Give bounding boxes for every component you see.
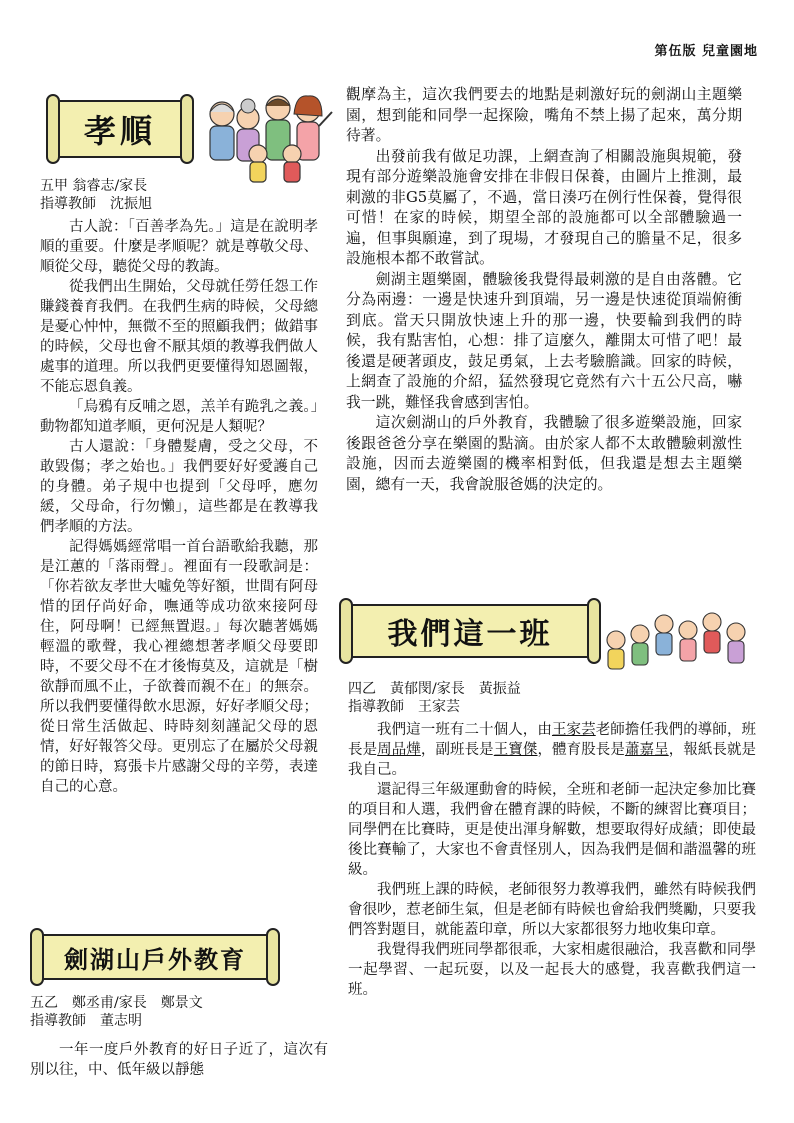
paragraph: 這次劍湖山的戶外教育，我體驗了很多遊樂設施，回家後跟爸爸分享在樂園的點滴。由於家人都不太敢體驗刺激性設施，因而去遊樂園的機率相對低，但我還是想去主題樂園，總有一天，我會說服爸媽的決定的。 — [346, 414, 742, 493]
article-title-banner-outdoor-education — [36, 934, 274, 980]
page-header: 第伍版 兒童園地 — [654, 44, 758, 59]
article-title: 我們這一班 — [387, 617, 553, 652]
family-illustration — [200, 92, 335, 184]
paragraph: 我覺得我們班同學都很乖，大家相處很融洽，我喜歡和同學一起學習、一起玩耍，以及一起長大的感覺，我喜歡我們這一班。 — [348, 942, 756, 998]
article-title-banner-filial-piety — [52, 100, 188, 158]
paragraph: 我們班上課的時候，老師很努力教導我們，雖然有時候我們會很吵，惹老師生氣，但是老師有時候也會給我們獎勵，只要我們答對題目，就能蓋印章，所以大家都很努力地收集印章。 — [348, 882, 756, 938]
article-body-outdoor-education-continued — [346, 85, 742, 495]
children-illustration — [600, 604, 750, 684]
article-author: 五甲 翁睿志/家長 指導教師 沈振旭 — [40, 178, 152, 212]
article-body-our-class — [348, 720, 756, 1000]
paragraph: 古人說：「百善孝為先。」這是在說明孝順的重要。什麼是孝順呢？就是尊敬父母、順從父母，聽從父母的教誨。 — [40, 219, 318, 275]
vice-leader-name: 王寶傑 — [493, 742, 538, 758]
paragraph: 古人還說：「身體髮膚，受之父母，不敢毀傷；孝之始也。」我們要好好愛護自己的身體。弟子規中也提到「父母呼，應勿緩，父母命，行勿懶」，這些都是在教導我們孝順的方法。 — [40, 439, 318, 535]
paragraph: 從我們出生開始，父母就任勞任怨工作賺錢養育我們。在我們生病的時候，父母總是憂心忡忡，無微不至的照顧我們；做錯事的時候，父母也會不厭其煩的教導我們做人處事的道理。所以我們更要懂得知恩圖報，不能忘恩負義。 — [40, 279, 318, 395]
paragraph: 劍湖主題樂園，體驗後我覺得最刺激的是自由落體。它分為兩邊：一邊是快速升到頂端，另一邊是快速從頂端俯衝到底。當天只開放快速上升的那一邊，快要輪到我們的時候，我有點害怕，心想：排了這麼久，離開太可惜了吧！最後還是硬著頭皮，鼓足勇氣，上去考驗膽識。回家的時候，上網查了設施的介紹，猛然發現它竟然有六十五公尺高，嚇我一跳，難怪我會感到害怕。 — [346, 270, 742, 411]
paragraph: 出發前我有做足功課，上網查詢了相關設施與規範，發現有部分遊樂設施會安排在非假日保養，由圖片上推測，最刺激的非G5莫屬了，不過，當日湊巧在例行性保養，覺得很可惜！在家的時候，期望全部的設施都可以全部體驗過一遍，但事與願違，到了現場，才發現自己的膽量不足，很多設施根本都不敢嘗試。 — [346, 147, 742, 267]
article-title: 劍湖山戶外教育 — [64, 944, 246, 974]
teacher-name: 王家芸 — [551, 722, 596, 738]
paragraph: 記得媽媽經常唱一首台語歌給我聽，那是江蕙的「落雨聲」。裡面有一段歌詞是：「你若欲友孝世大噓免等好額，世間有阿母惜的囝仔尚好命，嘸通等成功欲來接阿母住，阿母啊！已經無置遐。」每次聽著媽媽輕溫的歌聲，我心裡總想著孝順父母要即時，不要父母不在才後悔莫及，這就是「樹欲靜而風不止，子欲養而親不在」的無奈。所以我們要懂得飲水思源，好好孝順父母；從日常生活做起、時時刻刻謹記父母的恩情，好好報答父母。更別忘了在屬於父母親的節日時，寫張卡片感謝父母的辛勞，表達自己的心意。 — [40, 539, 318, 795]
paragraph: 我們這一班有二十個人，由王家芸老師擔任我們的導師，班長是周品燁，副班長是王寶傑，體育股長是蕭嘉呈，報紙長就是我自己。 — [348, 722, 757, 778]
article-title-banner-our-class — [345, 604, 595, 658]
article-author: 五乙 鄭丞甫/家長 鄭景文 指導教師 董志明 — [30, 995, 203, 1029]
paragraph: 還記得三年級運動會的時候，全班和老師一起決定參加比賽的項目和人選，我們會在體育課的時候，不斷的練習比賽項目；同學們在比賽時，更是使出渾身解數，想要取得好成績；即使最後比賽輸了，大家也不會責怪別人，因為我們是個和諧溫馨的班級。 — [348, 782, 756, 878]
article-title: 孝順 — [83, 112, 156, 150]
article-body-filial-piety — [40, 217, 318, 797]
paragraph: 觀摩為主，這次我們要去的地點是刺激好玩的劍湖山主題樂園，想到能和同學一起探險，嘴角不禁上揚了起來，萬分期待著。 — [346, 86, 742, 144]
class-leader-name: 周品燁 — [377, 742, 421, 758]
sports-leader-name: 蕭嘉呈 — [624, 742, 669, 758]
article-body-outdoor-education-start — [30, 1040, 328, 1080]
paragraph: 一年一度戶外教育的好日子近了，這次有別以往，中、低年級以靜態 — [30, 1042, 328, 1078]
paragraph: 「烏鴉有反哺之恩，羔羊有跪乳之義。」動物都知道孝順，更何況是人類呢？ — [40, 399, 318, 435]
article-author: 四乙 黃郁閔/家長 黃振益 指導教師 王家芸 — [348, 681, 521, 715]
